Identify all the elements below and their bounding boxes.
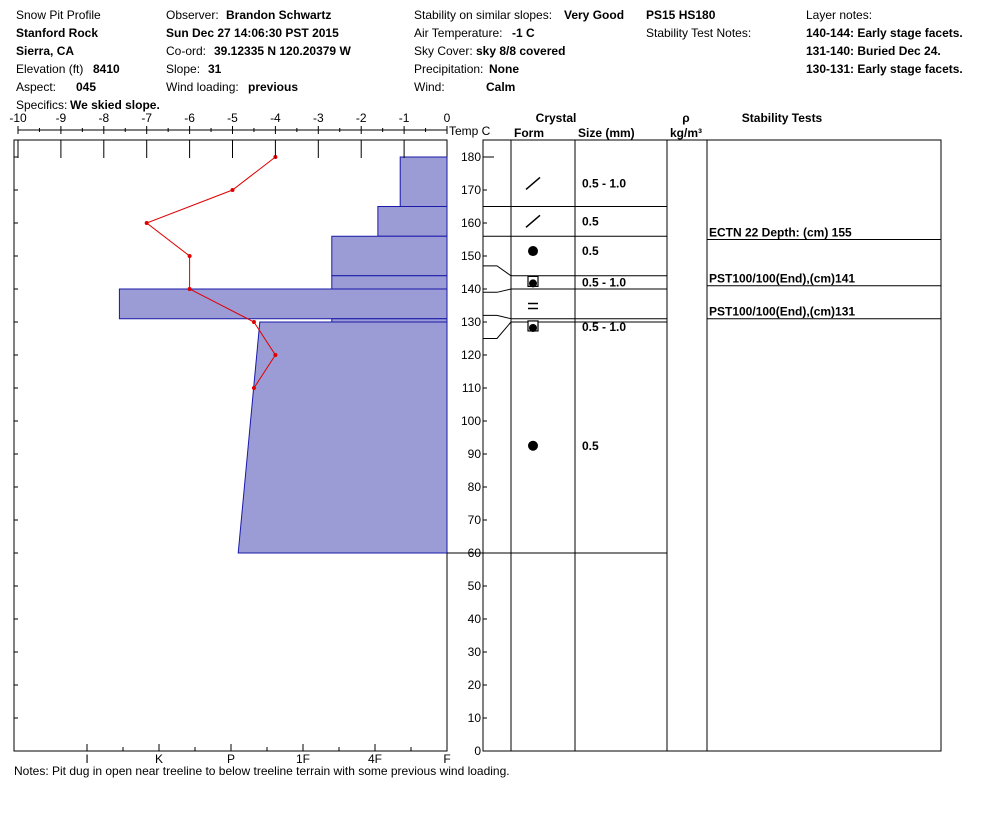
layer-note: 140-144: Early stage facets. — [806, 26, 963, 40]
stability-test-label: PST100/100(End),(cm)141 — [709, 271, 856, 286]
elevation-value: 8410 — [93, 62, 120, 76]
slope-value: 31 — [208, 62, 222, 76]
layer-note: 131-140: Buried Dec 24. — [806, 44, 941, 58]
layer-connector-line — [483, 289, 511, 292]
height-tick-label: 50 — [467, 579, 481, 593]
height-tick-label: 30 — [467, 645, 481, 659]
temp-tick-label: -7 — [141, 111, 153, 125]
coord-value: 39.12335 N 120.20379 W — [214, 44, 351, 58]
temp-tick-label: -5 — [227, 111, 238, 125]
observer-value: Brandon Schwartz — [226, 8, 332, 22]
observer-label: Observer: — [166, 8, 219, 22]
hardness-layer — [119, 289, 447, 319]
stability-label: Stability on similar slopes: — [414, 8, 553, 22]
hardness-layer — [332, 236, 447, 276]
temperature-line — [147, 157, 276, 388]
layer-note: 130-131: Early stage facets. — [806, 62, 963, 76]
height-tick-label: 150 — [460, 249, 481, 263]
crystal-size-label: 0.5 — [582, 214, 599, 229]
height-tick-label: 20 — [467, 678, 481, 692]
temperature-point — [231, 188, 235, 192]
hardness-layer — [400, 157, 447, 207]
precip-value: None — [489, 62, 519, 76]
layer-notes-label: Layer notes: — [806, 8, 873, 22]
crystal-rounded-symbol — [528, 441, 538, 451]
elevation-label: Elevation (ft) — [16, 62, 84, 76]
precip-label: Precipitation: — [414, 62, 484, 76]
hardness-tick-label: K — [154, 752, 164, 766]
height-tick-label: 170 — [460, 183, 481, 197]
height-tick-label: 130 — [460, 315, 481, 329]
height-tick-label: 90 — [467, 447, 481, 461]
hardness-layer — [332, 276, 447, 289]
pit-notes: Notes: Pit dug in open near treeline to below treeline terrain with some previous wind loading. — [14, 764, 510, 778]
layer-connector-line — [483, 266, 511, 276]
crystal-header: Crystal — [535, 111, 577, 125]
aspect-value: 045 — [76, 80, 97, 94]
hardness-tick-label: 4F — [367, 752, 383, 766]
height-tick-label: 60 — [467, 546, 481, 560]
location-name: Stanford Rock — [16, 26, 99, 40]
height-tick-label: 110 — [461, 381, 481, 395]
crystal-symbols — [526, 177, 540, 450]
aspect-label: Aspect: — [16, 80, 57, 94]
hardness-layer — [238, 322, 447, 553]
temp-tick-label: -10 — [9, 111, 27, 125]
temp-tick-label: -3 — [312, 111, 324, 125]
temperature-point — [188, 254, 192, 258]
crystal-size-label: 0.5 — [582, 244, 599, 259]
coord-label: Co-ord: — [166, 44, 207, 58]
height-tick-label: 10 — [467, 711, 481, 725]
height-tick-label: 180 — [460, 150, 481, 164]
hardness-tick-label: P — [226, 752, 236, 766]
wind-value: Calm — [486, 80, 516, 94]
form-header: Form — [514, 126, 544, 140]
sky-value: sky 8/8 covered — [476, 44, 566, 58]
ps-hs: PS15 HS180 — [646, 8, 716, 22]
height-tick-label: 70 — [467, 513, 481, 527]
height-tick-label: 160 — [460, 216, 481, 230]
specifics-value: We skied slope. — [70, 98, 160, 112]
stability-value: Very Good — [564, 8, 625, 22]
temp-tick-label: -9 — [55, 111, 67, 125]
sky-label: Sky Cover: — [414, 44, 473, 58]
layer-connector-line — [483, 315, 511, 318]
height-tick-label: 0 — [474, 744, 481, 758]
stability-test-label: PST100/100(End),(cm)131 — [709, 304, 856, 319]
crystal-decomposing-symbol — [526, 177, 540, 189]
slope-label: Slope: — [166, 62, 201, 76]
hardness-tick-label: F — [443, 752, 451, 766]
datetime: Sun Dec 27 14:06:30 PST 2015 — [166, 26, 339, 40]
height-tick-label: 120 — [460, 348, 481, 362]
air-temp-label: Air Temperature: — [414, 26, 503, 40]
hardness-layer — [378, 207, 447, 237]
layer-connector-line — [483, 322, 511, 339]
wind-loading-label: Wind loading: — [166, 80, 239, 94]
height-tick-label: 40 — [467, 612, 481, 626]
temperature-point — [252, 386, 256, 390]
air-temp-value: -1 C — [512, 26, 535, 40]
hardness-tick-label: 1F — [295, 752, 311, 766]
wind-loading-value: previous — [248, 80, 299, 94]
density-unit-header: kg/m³ — [669, 126, 703, 140]
stability-test-label: ECTN 22 Depth: (cm) 155 — [709, 225, 852, 240]
specifics-label: Specifics: — [16, 98, 68, 112]
temp-tick-label: -6 — [184, 111, 195, 125]
temperature-point — [188, 287, 192, 291]
temp-tick-label: 0 — [443, 111, 451, 125]
stability-test-notes-label: Stability Test Notes: — [646, 26, 752, 40]
crystal-faceted-dot — [529, 324, 537, 332]
temp-column-header: Temp C — [449, 124, 491, 138]
temperature-point — [145, 221, 149, 225]
height-tick-label: 80 — [467, 480, 481, 494]
crystal-rounded-symbol — [528, 246, 538, 256]
crystal-decomposing-symbol — [526, 215, 540, 227]
temperature-point — [252, 320, 256, 324]
crystal-size-label: 0.5 — [582, 438, 599, 453]
temperature-point — [273, 353, 277, 357]
density-header: ρ — [682, 111, 690, 125]
height-tick-label: 140 — [460, 282, 481, 296]
height-tick-label: 100 — [460, 414, 481, 428]
crystal-size-label: 0.5 - 1.0 — [582, 319, 627, 334]
wind-label: Wind: — [414, 80, 445, 94]
temp-tick-label: -1 — [398, 111, 410, 125]
region: Sierra, CA — [16, 44, 75, 58]
crystal-faceted-dot — [529, 279, 537, 287]
hardness-layers — [119, 157, 447, 553]
hardness-tick-label: I — [85, 752, 89, 766]
size-header: Size (mm) — [578, 126, 635, 140]
temp-tick-label: -8 — [98, 111, 110, 125]
profile-title: Snow Pit Profile — [16, 8, 101, 22]
temp-tick-label: -2 — [355, 111, 367, 125]
crystal-size-label: 0.5 - 1.0 — [582, 176, 627, 191]
temp-tick-label: -4 — [270, 111, 281, 125]
crystal-size-label: 0.5 - 1.0 — [582, 275, 627, 290]
stability-tests-header: Stability Tests — [741, 111, 823, 125]
layer-table — [447, 207, 941, 554]
